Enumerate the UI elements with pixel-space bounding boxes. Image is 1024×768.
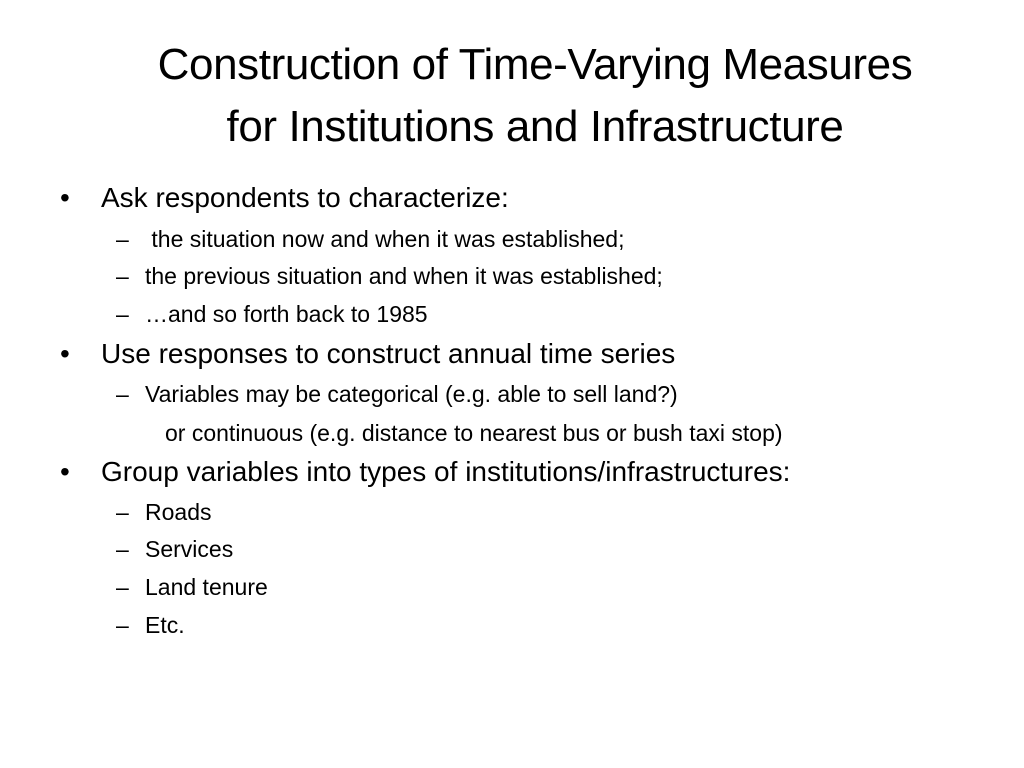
sub-bullet-marker: – [116, 536, 129, 562]
sub-bullet-text: the previous situation and when it was established; [145, 263, 663, 289]
bullet-marker: • [60, 456, 70, 487]
sub-bullet-text: Etc. [145, 612, 185, 638]
slide-title-line-2: for Institutions and Infrastructure [226, 102, 844, 151]
bullet-marker: • [60, 182, 70, 213]
sub-bullet-marker: – [116, 612, 129, 638]
bullet-text: Group variables into types of institutions/infrastructures: [101, 456, 791, 487]
sub-bullet-text: Services [145, 536, 234, 562]
sub-bullet-text: …and so forth back to 1985 [145, 301, 428, 327]
bullet-text: Use responses to construct annual time series [101, 338, 676, 369]
sub-bullet-continuation-text: or continuous (e.g. distance to nearest bus or bush taxi stop) [165, 420, 783, 446]
slide-title-line-1: Construction of Time-Varying Measures [157, 40, 913, 89]
sub-bullet-text: Land tenure [145, 574, 268, 600]
sub-bullet-marker: – [116, 263, 129, 289]
bullet-marker: • [60, 338, 70, 369]
sub-bullet-marker: – [116, 226, 129, 252]
sub-bullet-marker: – [116, 574, 129, 600]
sub-bullet-marker: – [116, 499, 129, 525]
sub-bullet-marker: – [116, 381, 129, 407]
bullet-text: Ask respondents to characterize: [101, 182, 509, 213]
sub-bullet-marker: – [116, 301, 129, 327]
sub-bullet-text: Variables may be categorical (e.g. able to sell land?) [145, 381, 678, 407]
sub-bullet-text: Roads [145, 499, 212, 525]
sub-bullet-text: the situation now and when it was established; [145, 226, 625, 252]
